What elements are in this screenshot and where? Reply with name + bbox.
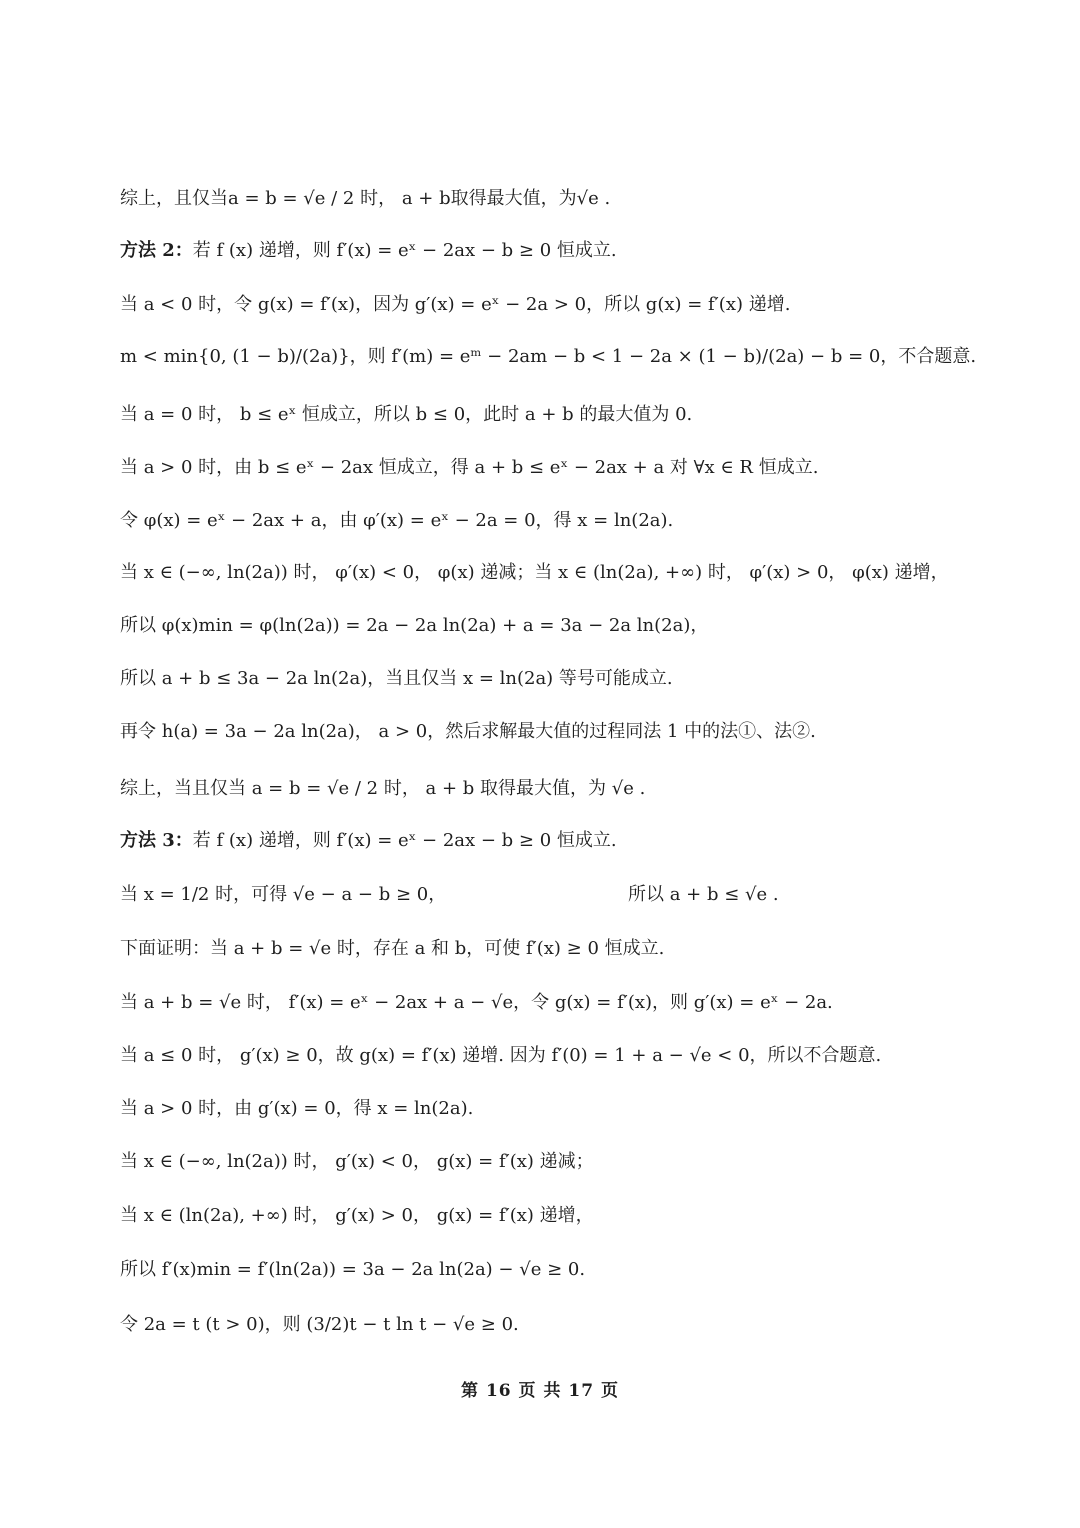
line-text: 当 x ∈ (−∞, ln(2a)) 时， g′(x) < 0， g(x) = f′(x) 递减； bbox=[120, 1151, 594, 1172]
line-text: 当 a + b = √e 时， f′(x) = eˣ − 2ax + a − √e，令 g(x) = f′(x)，则 g′(x) = eˣ − 2a. bbox=[120, 992, 833, 1013]
line-text: 所以 f′(x)min = f′(ln(2a)) = 3a − 2a ln(2a) − √e ≥ 0. bbox=[120, 1259, 586, 1280]
line-text: m < min{0, (1 − b)/(2a)}，则 f′(m) = eᵐ − 2am − b < 1 − 2a × (1 − b)/(2a) − b = 0，不合题意. bbox=[120, 346, 977, 367]
line-text: 综上，且仅当a = b = √e / 2 时， a + b取得最大值，为√e . bbox=[120, 188, 611, 209]
text-line bbox=[120, 1312, 1020, 1338]
line-text: 当 x = 1/2 时，可得 √e − a − b ≥ 0， bbox=[120, 884, 447, 905]
text-line bbox=[120, 560, 1020, 586]
text-line bbox=[120, 719, 1020, 745]
line-text: 当 x ∈ (ln(2a), +∞) 时， g′(x) > 0， g(x) = f′(x) 递增， bbox=[120, 1205, 594, 1226]
text-line bbox=[120, 1257, 1020, 1283]
text-line bbox=[120, 1096, 1020, 1122]
line-text: 令 2a = t (t > 0)，则 (3/2)t − t ln t − √e ≥ 0. bbox=[120, 1314, 519, 1335]
line-text: 所以 φ(x)min = φ(ln(2a)) = 2a − 2a ln(2a) + a = 3a − 2a ln(2a)， bbox=[120, 615, 709, 636]
line-text: 若 f (x) 递增，则 f′(x) = eˣ − 2ax − b ≥ 0 恒成立. bbox=[192, 830, 617, 851]
line-text: 所以 a + b ≤ 3a − 2a ln(2a)，当且仅当 x = ln(2a) 等号可能成立. bbox=[120, 668, 673, 689]
text-line bbox=[120, 990, 1020, 1016]
text-line bbox=[120, 936, 1020, 962]
page-footer: 第 16 页 共 17 页 bbox=[461, 1381, 619, 1401]
line-text: 当 a < 0 时，令 g(x) = f′(x)，因为 g′(x) = eˣ − 2a > 0，所以 g(x) = f′(x) 递增. bbox=[120, 294, 791, 315]
line-text: 当 a ≤ 0 时， g′(x) ≥ 0，故 g(x) = f′(x) 递增. 因为 f′(0) = 1 + a − √e < 0，所以不合题意. bbox=[120, 1045, 882, 1066]
text-line bbox=[120, 882, 1020, 908]
method-heading: 方法 3： bbox=[120, 830, 193, 851]
text-line bbox=[120, 344, 1020, 370]
line-text: 当 a > 0 时，由 g′(x) = 0，得 x = ln(2a). bbox=[120, 1098, 474, 1119]
text-line bbox=[120, 292, 1020, 318]
text-line bbox=[120, 238, 1020, 264]
text-line bbox=[120, 1149, 1020, 1175]
line-text: 当 a = 0 时， b ≤ eˣ 恒成立，所以 b ≤ 0，此时 a + b 的最大值为 0. bbox=[120, 404, 693, 425]
text-line bbox=[120, 402, 1020, 428]
text-line bbox=[120, 186, 1020, 212]
text-line bbox=[120, 1203, 1020, 1229]
line-text: 若 f (x) 递增，则 f′(x) = eˣ − 2ax − b ≥ 0 恒成立. bbox=[192, 240, 617, 261]
text-line bbox=[120, 1043, 1020, 1069]
line-text: 所以 a + b ≤ √e . bbox=[628, 884, 779, 905]
text-line bbox=[120, 508, 1020, 534]
method-heading: 方法 2： bbox=[120, 240, 193, 261]
text-line bbox=[120, 776, 1020, 802]
line-text: 当 x ∈ (−∞, ln(2a)) 时， φ′(x) < 0， φ(x) 递减；当 x ∈ (ln(2a), +∞) 时， φ′(x) > 0， φ(x) 递增， bbox=[120, 562, 949, 583]
text-line bbox=[120, 613, 1020, 639]
line-text: 下面证明：当 a + b = √e 时，存在 a 和 b，可使 f′(x) ≥ 0 恒成立. bbox=[120, 938, 665, 959]
line-text: 再令 h(a) = 3a − 2a ln(2a)， a > 0，然后求解最大值的过程同法 1 中的法①、法②. bbox=[120, 721, 816, 742]
line-text: 当 a > 0 时，由 b ≤ eˣ − 2ax 恒成立，得 a + b ≤ eˣ − 2ax + a 对 ∀x ∈ R 恒成立. bbox=[120, 457, 819, 478]
text-line bbox=[120, 828, 1020, 854]
line-text: 综上，当且仅当 a = b = √e / 2 时， a + b 取得最大值，为 √e . bbox=[120, 778, 646, 799]
text-line bbox=[120, 666, 1020, 692]
text-line bbox=[120, 455, 1020, 481]
line-text: 令 φ(x) = eˣ − 2ax + a，由 φ′(x) = eˣ − 2a = 0，得 x = ln(2a). bbox=[120, 510, 674, 531]
